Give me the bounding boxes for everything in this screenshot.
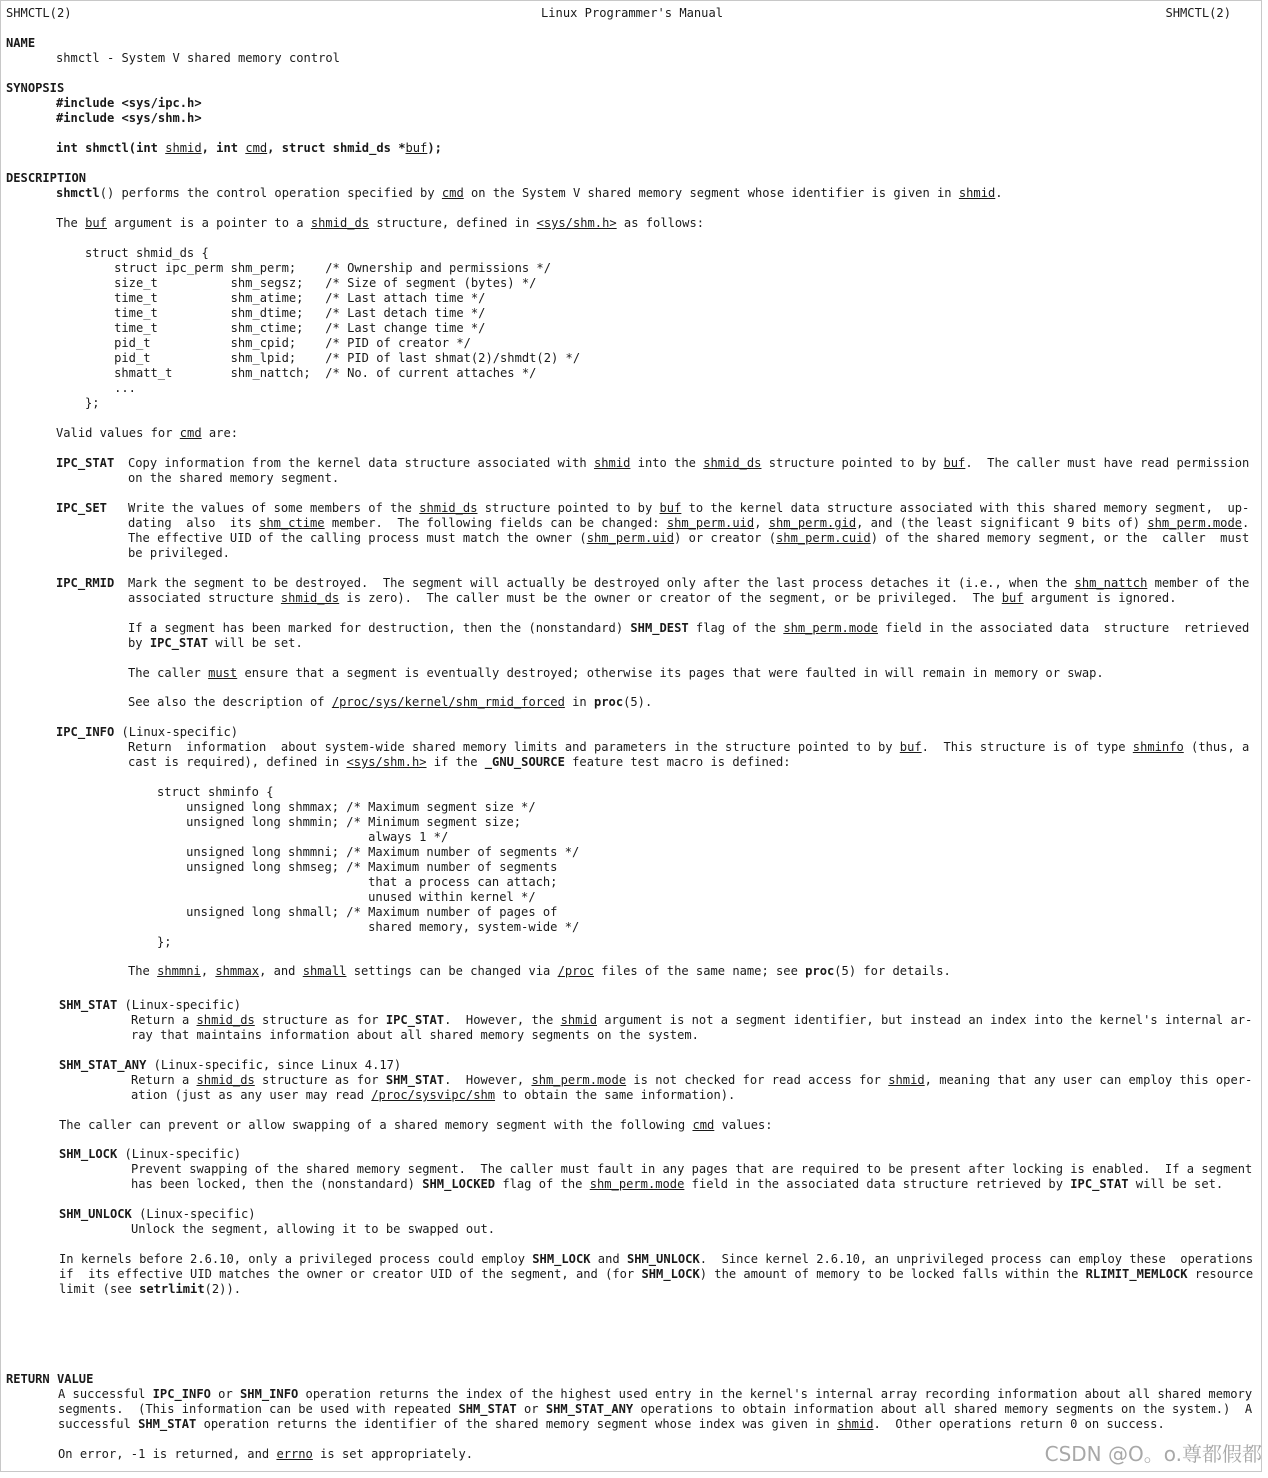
ipc-info-line: The shmmni, shmmax, and shmall settings can be changed via /proc files of the same name; see proc(5) for details. [128, 964, 951, 978]
ipc-rmid-line: Mark the segment to be destroyed. The segment will actually be destroyed only after the last process detaches it (i.e., when the shm_nattch member of the [128, 576, 1250, 590]
header-center: Linux Programmer's Manual [540, 6, 724, 20]
retval-line: A successful IPC_INFO or SHM_INFO operation returns the index of the highest used entry in the kernel's internal array recording information about all shared memory [58, 1387, 1253, 1401]
code-line: always 1 */ [157, 830, 449, 844]
code-line: unsigned long shmmni; /* Maximum number of segments */ [157, 845, 580, 859]
code-line: unsigned long shmseg; /* Maximum number of segments [157, 860, 558, 874]
code-line: unsigned long shmall; /* Maximum number of pages of [157, 905, 558, 919]
ipc-stat-line: Copy information from the kernel data structure associated with shmid into the shmid_ds structure pointed to by buf. The caller must have read permission [128, 456, 1250, 470]
code-line: pid_t shm_cpid; /* PID of creator */ [85, 336, 471, 350]
include-shm: #include <sys/shm.h> [56, 111, 202, 125]
code-line: shared memory, system-wide */ [157, 920, 580, 934]
ipc-rmid-line: If a segment has been marked for destruction, then the (nonstandard) SHM_DEST flag of the shm_perm.mode field in the associated data structure retrieved [128, 621, 1250, 635]
section-name: NAME [6, 36, 36, 50]
shm-unlock-line: Unlock the segment, allowing it to be swapped out. [131, 1222, 496, 1236]
retval-line: successful SHM_STAT operation returns the identifier of the shared memory segment whose index was given in shmid. Other operations return 0 on success. [58, 1417, 1165, 1431]
tag-shm-stat-any: SHM_STAT_ANY (Linux-specific, since Linux 4.17) [59, 1058, 402, 1072]
ipc-set-line: dating also its shm_ctime member. The following fields can be changed: shm_perm.uid, shm_perm.gid, and (the least significant 9 bits of) shm_perm.mode. [128, 516, 1250, 530]
ipc-rmid-line: by IPC_STAT will be set. [128, 636, 303, 650]
ipc-stat-line: on the shared memory segment. [128, 471, 340, 485]
code-line: struct shmid_ds { [85, 246, 209, 260]
valid-values-line: Valid values for cmd are: [56, 426, 239, 440]
tag-shm-unlock: SHM_UNLOCK (Linux-specific) [59, 1207, 256, 1221]
include-ipc: #include <sys/ipc.h> [56, 96, 202, 110]
ipc-rmid-line: See also the description of /proc/sys/kernel/shm_rmid_forced in proc(5). [128, 695, 653, 709]
tag-ipc-stat: IPC_STAT [56, 456, 115, 470]
ipc-rmid-line: associated structure shmid_ds is zero). The caller must be the owner or creator of the segment, or be privileged. The buf argument is ignored. [128, 591, 1177, 605]
code-line: that a process can attach; [157, 875, 558, 889]
kernels-line: In kernels before 2.6.10, only a privileged process could employ SHM_LOCK and SHM_UNLOCK. Since kernel 2.6.10, an unprivileged process can employ these operations [59, 1252, 1254, 1266]
shm-lock-line: has been locked, then the (nonstandard) SHM_LOCKED flag of the shm_perm.mode field in the associated data structure retrieved by IPC_STAT will be set. [131, 1177, 1224, 1191]
tag-ipc-info: IPC_INFO (Linux-specific) [56, 725, 239, 739]
shm-stat-any-line: ation (just as any user may read /proc/sysvipc/shm to obtain the same information). [131, 1088, 736, 1102]
code-line: struct ipc_perm shm_perm; /* Ownership and permissions */ [85, 261, 551, 275]
code-line: time_t shm_ctime; /* Last change time */ [85, 321, 486, 335]
watermark: CSDN @O。o.尊都假都 [1044, 1442, 1262, 1466]
tag-ipc-set: IPC_SET [56, 501, 107, 515]
shm-stat-line: ray that maintains information about all shared memory segments on the system. [131, 1028, 699, 1042]
code-line: unused within kernel */ [157, 890, 536, 904]
kernels-line: if its effective UID matches the owner or creator UID of the segment, and (for SHM_LOCK) the amount of memory to be locked falls within the RLIMIT_MEMLOCK resource [59, 1267, 1254, 1281]
code-line: unsigned long shmmax; /* Maximum segment size */ [157, 800, 536, 814]
code-line: time_t shm_atime; /* Last attach time */ [85, 291, 486, 305]
desc-line: shmctl() performs the control operation specified by cmd on the System V shared memory segment whose identifier is given in shmid. [56, 186, 1003, 200]
name-line: shmctl - System V shared memory control [56, 51, 340, 65]
ipc-set-line: be privileged. [128, 546, 230, 560]
code-line: struct shminfo { [157, 785, 274, 799]
section-return-value: RETURN VALUE [6, 1372, 94, 1386]
section-description: DESCRIPTION [6, 171, 87, 185]
kernels-line: limit (see setrlimit(2)). [59, 1282, 242, 1296]
ipc-rmid-line: The caller must ensure that a segment is eventually destroyed; otherwise its pages that were faulted in will remain in memory or swap. [128, 666, 1104, 680]
header-left: SHMCTL(2) [6, 6, 72, 20]
code-line: shmatt_t shm_nattch; /* No. of current attaches */ [85, 366, 537, 380]
swap-intro-line: The caller can prevent or allow swapping of a shared memory segment with the following cmd values: [59, 1118, 773, 1132]
code-line: pid_t shm_lpid; /* PID of last shmat(2)/shmdt(2) */ [85, 351, 581, 365]
tag-ipc-rmid: IPC_RMID [56, 576, 115, 590]
shm-stat-line: Return a shmid_ds structure as for IPC_STAT. However, the shmid argument is not a segment identifier, but instead an index into the kernel's internal ar- [131, 1013, 1253, 1027]
code-line: }; [85, 396, 100, 410]
ipc-info-line: cast is required), defined in <sys/shm.h> if the _GNU_SOURCE feature test macro is defined: [128, 755, 791, 769]
header-right: SHMCTL(2) [1165, 6, 1231, 20]
code-line: size_t shm_segsz; /* Size of segment (bytes) */ [85, 276, 537, 290]
synopsis-prototype: int shmctl(int shmid, int cmd, struct shmid_ds *buf); [56, 141, 442, 155]
code-line: time_t shm_dtime; /* Last detach time */ [85, 306, 486, 320]
desc-line: The buf argument is a pointer to a shmid_ds structure, defined in <sys/shm.h> as follows: [56, 216, 705, 230]
ipc-info-line: Return information about system-wide shared memory limits and parameters in the structure pointed to by buf. This structure is of type shminfo (thus, a [128, 740, 1250, 754]
section-synopsis: SYNOPSIS [6, 81, 65, 95]
code-line: unsigned long shmmin; /* Minimum segment size; [157, 815, 522, 829]
code-line: }; [157, 935, 172, 949]
retval-line: segments. (This information can be used with repeated SHM_STAT or SHM_STAT_ANY operations to obtain information about all shared memory segments on the system.) A [58, 1402, 1253, 1416]
code-line: ... [85, 381, 136, 395]
shm-stat-any-line: Return a shmid_ds structure as for SHM_STAT. However, shm_perm.mode is not checked for read access for shmid, meaning that any user can employ this oper- [131, 1073, 1253, 1087]
shm-lock-line: Prevent swapping of the shared memory segment. The caller must fault in any pages that are required to be present after locking is enabled. If a segment [131, 1162, 1253, 1176]
retval-error-line: On error, -1 is returned, and errno is set appropriately. [58, 1447, 474, 1461]
ipc-set-line: Write the values of some members of the shmid_ds structure pointed to by buf to the kernel data structure associated with this shared memory segment, up- [128, 501, 1250, 515]
ipc-set-line: The effective UID of the calling process must match the owner (shm_perm.uid) or creator (shm_perm.cuid) of the shared memory segment, or the caller must [128, 531, 1250, 545]
tag-shm-lock: SHM_LOCK (Linux-specific) [59, 1147, 242, 1161]
tag-shm-stat: SHM_STAT (Linux-specific) [59, 998, 242, 1012]
